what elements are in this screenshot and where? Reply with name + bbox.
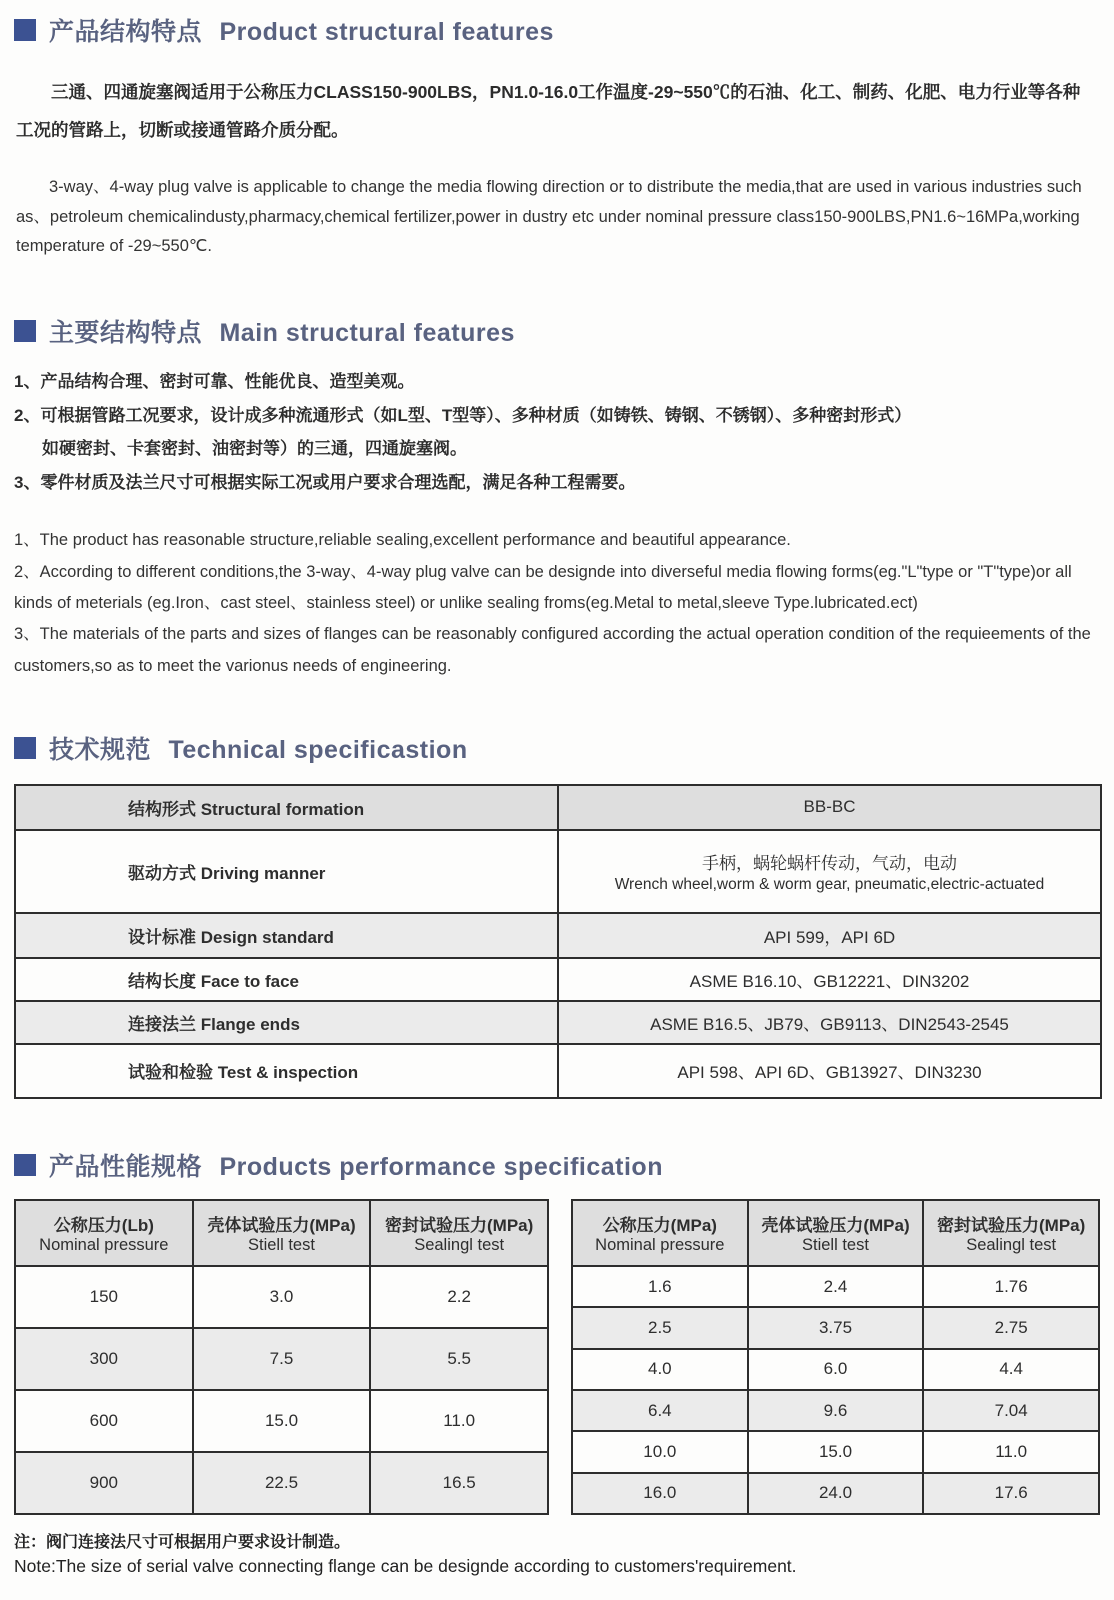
spec-label: 结构长度 Face to face — [15, 958, 558, 1001]
section-title-zh: 产品性能规格 — [49, 1152, 203, 1181]
column-header-zh: 公称压力(Lb) — [53, 1215, 154, 1235]
cell-nominal-pressure: 600 — [15, 1390, 193, 1452]
section-heading — [14, 1147, 1100, 1183]
feature-item-en: 3、The materials of the parts and sizes of flanges can be reasonably configured according the actual operation condition of the requieements of the customers,so as to meet the varionus needs of engineering. — [14, 625, 1091, 675]
table-row — [15, 1390, 548, 1452]
features-list-en — [14, 525, 1100, 682]
section-title — [49, 12, 554, 48]
table-row — [572, 1431, 1099, 1472]
technical-spec-table — [14, 784, 1102, 1099]
section-heading — [14, 12, 1100, 48]
cell-sealing-test: 16.5 — [370, 1452, 548, 1514]
section-title-en: Main structural features — [219, 319, 515, 348]
table-row — [15, 1328, 548, 1390]
column-header-en: Nominal pressure — [39, 1235, 169, 1254]
footnote-zh: 注：阀门连接法尺寸可根据用户要求设计制造。 — [14, 1533, 351, 1551]
cell-sealing-test: 7.04 — [923, 1390, 1099, 1431]
cell-sealing-test: 4.4 — [923, 1349, 1099, 1390]
feature-item-en: 1、The product has reasonable structure,reliable sealing,excellent performance and beautiful appearance. — [14, 531, 791, 550]
cell-nominal-pressure: 6.4 — [572, 1390, 748, 1431]
table-header-row — [572, 1200, 1099, 1266]
spec-value-en: Wrench wheel,worm & worm gear, pneumatic,electric-actuated — [614, 875, 1045, 893]
section-title — [49, 313, 515, 349]
spec-value: ASME B16.5、JB79、GB9113、DIN2543-2545 — [558, 1001, 1101, 1044]
spec-value — [558, 830, 1101, 913]
section-main-structural-features — [14, 313, 1100, 682]
spec-value: API 598、API 6D、GB13927、DIN3230 — [558, 1044, 1101, 1098]
column-header-en: Nominal pressure — [595, 1235, 725, 1254]
table-row — [572, 1473, 1099, 1514]
cell-shell-test: 3.0 — [193, 1266, 371, 1328]
section-title-zh: 产品结构特点 — [49, 18, 203, 46]
table-row — [15, 913, 1101, 958]
cell-sealing-test: 5.5 — [370, 1328, 548, 1390]
table-row — [15, 785, 1101, 830]
section-bullet-square-icon — [14, 320, 36, 342]
spec-value: API 599，API 6D — [558, 913, 1101, 958]
cell-nominal-pressure: 10.0 — [572, 1431, 748, 1472]
table-row — [15, 830, 1101, 913]
feature-item-zh: 2、可根据管路工况要求，设计成多种流通形式（如L型、T型等）、多种材质（如铸铁、铸钢、不锈钢）、多种密封形式） — [14, 405, 912, 425]
footnote — [14, 1531, 1100, 1580]
section-performance-specification — [14, 1147, 1100, 1580]
section-product-structural-features — [14, 12, 1100, 261]
cell-nominal-pressure: 300 — [15, 1328, 193, 1390]
column-header-en: Stiell test — [802, 1235, 869, 1254]
cell-nominal-pressure: 1.6 — [572, 1266, 748, 1307]
cell-nominal-pressure: 900 — [15, 1452, 193, 1514]
spec-label: 设计标准 Design standard — [15, 913, 558, 958]
section-technical-specification — [14, 730, 1100, 1099]
column-header-zh: 壳体试验压力(MPa) — [207, 1215, 356, 1235]
section-title — [49, 1147, 663, 1183]
section-heading — [14, 730, 1100, 766]
section-heading — [14, 313, 1100, 349]
feature-item-zh: 3、零件材质及法兰尺寸可根据实际工况或用户要求合理选配，满足各种工程需要。 — [14, 472, 636, 492]
table-header-row — [15, 1200, 548, 1266]
footnote-en: Note:The size of serial valve connecting flange can be designde according to customers'requirement. — [14, 1556, 797, 1577]
intro-paragraph-zh: 三通、四通旋塞阀适用于公称压力CLASS150-900LBS，PN1.0-16.0工作温度-29~550℃的石油、化工、制药、化肥、电力行业等各种工况的管路上，切断或接通管路介质分配。 — [16, 82, 1081, 140]
feature-item-en: 2、According to different conditions,the 3-way、4-way plug valve can be designde into diverseful media flowing forms(eg."L"type or "T"type)or all kinds of meterials (eg.Iron、cast steel、stainless steel) or unlike sealing froms(eg.Metal to metal,sleeve Type.lubricated.ect) — [14, 562, 1072, 612]
spec-label: 连接法兰 Flange ends — [15, 1001, 558, 1044]
spec-label: 结构形式 Structural formation — [15, 785, 558, 830]
table-row — [15, 1044, 1101, 1098]
feature-item-zh-continuation: 如硬密封、卡套密封、油密封等）的三通，四通旋塞阀。 — [42, 439, 468, 459]
section-title-zh: 主要结构特点 — [49, 319, 203, 348]
column-header-en: Stiell test — [248, 1235, 315, 1254]
performance-table-lbs — [14, 1199, 549, 1515]
cell-sealing-test: 11.0 — [923, 1431, 1099, 1472]
column-header — [748, 1200, 924, 1266]
cell-nominal-pressure: 2.5 — [572, 1307, 748, 1348]
performance-tables — [14, 1199, 1100, 1515]
intro-paragraph-en: 3-way、4-way plug valve is applicable to change the media flowing direction or to distribute the media,that are used in various industries such as、petroleum chemicalindusty,pharmacy,chemical fertilizer,power in dustry etc under nominal pressure class150-900LBS,PN1.6~16MPa,working temperature of -29~550℃. — [16, 178, 1082, 255]
features-list-zh — [14, 365, 1100, 499]
spec-value-zh: 手柄，蜗轮蜗杆传动，气动，电动 — [702, 853, 957, 873]
section-bullet-square-icon — [14, 737, 36, 759]
table-row — [572, 1390, 1099, 1431]
cell-sealing-test: 2.2 — [370, 1266, 548, 1328]
cell-sealing-test: 1.76 — [923, 1266, 1099, 1307]
cell-shell-test: 2.4 — [748, 1266, 924, 1307]
spec-value: ASME B16.10、GB12221、DIN3202 — [558, 958, 1101, 1001]
table-row — [15, 1266, 548, 1328]
cell-sealing-test: 17.6 — [923, 1473, 1099, 1514]
cell-nominal-pressure: 150 — [15, 1266, 193, 1328]
cell-shell-test: 15.0 — [193, 1390, 371, 1452]
column-header — [193, 1200, 371, 1266]
performance-table-mpa — [571, 1199, 1100, 1515]
table-row — [15, 1452, 548, 1514]
column-header-en: Sealingl test — [414, 1235, 505, 1254]
section-title-zh: 技术规范 — [49, 735, 152, 764]
spec-label: 驱动方式 Driving manner — [15, 830, 558, 913]
column-header-zh: 密封试验压力(MPa) — [385, 1215, 534, 1235]
spec-value: BB-BC — [558, 785, 1101, 830]
table-row — [572, 1349, 1099, 1390]
cell-shell-test: 3.75 — [748, 1307, 924, 1348]
cell-shell-test: 22.5 — [193, 1452, 371, 1514]
column-header — [15, 1200, 193, 1266]
table-row — [15, 1001, 1101, 1044]
section-title-en: Technical specificastion — [168, 735, 468, 764]
column-header-en: Sealingl test — [966, 1235, 1057, 1254]
column-header — [572, 1200, 748, 1266]
cell-shell-test: 9.6 — [748, 1390, 924, 1431]
cell-sealing-test: 11.0 — [370, 1390, 548, 1452]
column-header-zh: 公称压力(MPa) — [602, 1215, 717, 1235]
column-header — [923, 1200, 1099, 1266]
table-row — [15, 958, 1101, 1001]
section-bullet-square-icon — [14, 1154, 36, 1176]
section-bullet-square-icon — [14, 19, 36, 41]
cell-shell-test: 24.0 — [748, 1473, 924, 1514]
section-title-en: Products performance specification — [219, 1152, 663, 1181]
section-title-en: Product structural features — [219, 18, 554, 46]
column-header-zh: 密封试验压力(MPa) — [937, 1215, 1086, 1235]
table-row — [572, 1307, 1099, 1348]
column-header — [370, 1200, 548, 1266]
cell-shell-test: 6.0 — [748, 1349, 924, 1390]
spec-label: 试验和检验 Test & inspection — [15, 1044, 558, 1098]
cell-shell-test: 7.5 — [193, 1328, 371, 1390]
section-title — [49, 730, 468, 766]
cell-sealing-test: 2.75 — [923, 1307, 1099, 1348]
cell-nominal-pressure: 4.0 — [572, 1349, 748, 1390]
cell-shell-test: 15.0 — [748, 1431, 924, 1472]
table-row — [572, 1266, 1099, 1307]
column-header-zh: 壳体试验压力(MPa) — [761, 1215, 910, 1235]
cell-nominal-pressure: 16.0 — [572, 1473, 748, 1514]
feature-item-zh: 1、产品结构合理、密封可靠、性能优良、造型美观。 — [14, 372, 415, 392]
